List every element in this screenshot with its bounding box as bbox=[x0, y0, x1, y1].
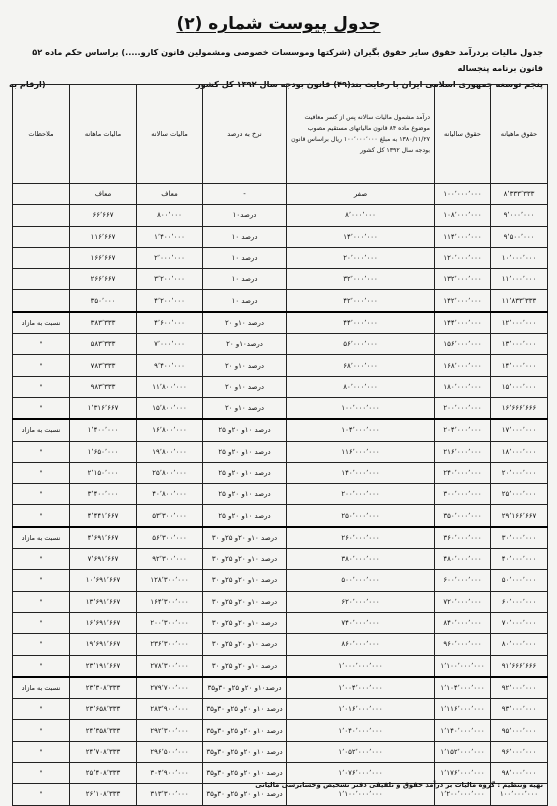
cell-annual-tax: ۲۵٬۸۰۰٬۰۰۰ bbox=[137, 462, 203, 483]
cell-taxable-income: ۲۰۰٬۰۰۰٬۰۰۰ bbox=[287, 484, 435, 505]
cell-annual-tax: ۲۷۸٬۳۰۰٬۰۰۰ bbox=[137, 655, 203, 677]
table-row bbox=[13, 334, 548, 355]
table-row bbox=[13, 677, 548, 699]
cell-monthly-tax: ۹۸۳٬۳۳۳ bbox=[70, 376, 137, 397]
cell-tax-rate: درصد ۱۰و ۲۰ bbox=[203, 376, 287, 397]
table-row bbox=[13, 419, 548, 441]
cell-note: " bbox=[13, 784, 70, 805]
cell-annual-tax: ۲۰۰٬۳۰۰٬۰۰۰ bbox=[137, 612, 203, 633]
cell-taxable-income: ۸۰٬۰۰۰٬۰۰۰ bbox=[287, 376, 435, 397]
cell-annual-salary: ۱۳۲٬۰۰۰٬۰۰۰ bbox=[435, 269, 491, 290]
cell-monthly-tax: ۲۳٬۱۹۱٬۶۶۷ bbox=[70, 655, 137, 677]
cell-monthly-tax: ۷٬۶۹۱٬۶۶۷ bbox=[70, 549, 137, 570]
cell-note: " bbox=[13, 634, 70, 655]
cell-tax-rate: درصد ۱۰و ۲۰و ۲۵و ۳۰و۳۵ bbox=[203, 784, 287, 805]
cell-annual-salary: ۹۶۰٬۰۰۰٬۰۰۰ bbox=[435, 634, 491, 655]
table-row bbox=[13, 376, 548, 397]
cell-monthly-tax: ۱٬۶۵۰٬۰۰۰ bbox=[70, 441, 137, 462]
table-row bbox=[13, 397, 548, 419]
cell-note: نسبت به مازاد bbox=[13, 312, 70, 334]
cell-annual-salary: ۱٬۱۷۶٬۰۰۰٬۰۰۰ bbox=[435, 763, 491, 784]
table-row bbox=[13, 720, 548, 741]
cell-annual-tax: ۲۳۶٬۳۰۰٬۰۰۰ bbox=[137, 634, 203, 655]
cell-monthly-salary: ۱۲٬۰۰۰٬۰۰۰ bbox=[491, 312, 548, 334]
cell-annual-salary: ۶۰۰٬۰۰۰٬۰۰۰ bbox=[435, 570, 491, 591]
cell-annual-tax: معاف bbox=[137, 184, 203, 205]
cell-annual-tax: ۲٬۰۰۰٬۰۰۰ bbox=[137, 247, 203, 268]
cell-annual-salary: ۱٬۱۰۴٬۰۰۰٬۰۰۰ bbox=[435, 677, 491, 699]
cell-monthly-salary: ۱۸٬۰۰۰٬۰۰۰ bbox=[491, 441, 548, 462]
cell-monthly-tax: ۱۹٬۶۹۱٬۶۶۷ bbox=[70, 634, 137, 655]
cell-monthly-tax: ۲۴٬۳۵۸٬۳۳۳ bbox=[70, 720, 137, 741]
cell-taxable-income: صفر bbox=[287, 184, 435, 205]
cell-taxable-income: ۱۰۰٬۰۰۰٬۰۰۰ bbox=[287, 397, 435, 419]
cell-taxable-income: ۱٬۰۵۲٬۰۰۰٬۰۰۰ bbox=[287, 741, 435, 762]
cell-tax-rate: درصد ۱۰و ۲۰و ۲۵و ۳۰و۳۵ bbox=[203, 720, 287, 741]
cell-annual-tax: ۴٬۶۰۰٬۰۰۰ bbox=[137, 312, 203, 334]
cell-tax-rate: - bbox=[203, 184, 287, 205]
cell-monthly-salary: ۱۳٬۰۰۰٬۰۰۰ bbox=[491, 334, 548, 355]
cell-note: " bbox=[13, 720, 70, 741]
cell-taxable-income: ۸۶۰٬۰۰۰٬۰۰۰ bbox=[287, 634, 435, 655]
cell-note bbox=[13, 184, 70, 205]
cell-note: " bbox=[13, 591, 70, 612]
cell-annual-tax: ۵۶٬۳۰۰٬۰۰۰ bbox=[137, 527, 203, 549]
cell-monthly-salary: ۱۰۰٬۰۰۰٬۰۰۰ bbox=[491, 784, 548, 805]
cell-annual-salary: ۱۴۴٬۰۰۰٬۰۰۰ bbox=[435, 312, 491, 334]
cell-monthly-salary: ۲۵٬۰۰۰٬۰۰۰ bbox=[491, 484, 548, 505]
cell-monthly-tax: ۲۶۶٬۶۶۷ bbox=[70, 269, 137, 290]
cell-taxable-income: ۳۲٬۰۰۰٬۰۰۰ bbox=[287, 269, 435, 290]
cell-annual-tax: ۱۶۴٬۳۰۰٬۰۰۰ bbox=[137, 591, 203, 612]
cell-note: " bbox=[13, 376, 70, 397]
cell-annual-tax: ۴۰٬۸۰۰٬۰۰۰ bbox=[137, 484, 203, 505]
cell-annual-salary: ۱۶۸٬۰۰۰٬۰۰۰ bbox=[435, 355, 491, 376]
cell-annual-tax: ۳٬۲۰۰٬۰۰۰ bbox=[137, 269, 203, 290]
cell-annual-salary: ۱۰۸٬۰۰۰٬۰۰۰ bbox=[435, 205, 491, 226]
cell-annual-tax: ۱۶٬۸۰۰٬۰۰۰ bbox=[137, 419, 203, 441]
table-row bbox=[13, 226, 548, 247]
table-row bbox=[13, 570, 548, 591]
cell-tax-rate: درصد ۱۰و ۲۰و ۲۵و ۳۰ bbox=[203, 634, 287, 655]
cell-monthly-tax: ۱٬۳۱۶٬۶۶۷ bbox=[70, 397, 137, 419]
cell-monthly-salary: ۹۳٬۰۰۰٬۰۰۰ bbox=[491, 699, 548, 720]
table-row bbox=[13, 312, 548, 334]
cell-taxable-income: ۲۰٬۰۰۰٬۰۰۰ bbox=[287, 247, 435, 268]
cell-tax-rate: درصد۱۰ bbox=[203, 205, 287, 226]
cell-monthly-tax: ۱۶٬۶۹۱٬۶۶۷ bbox=[70, 612, 137, 633]
cell-monthly-salary: ۸۰٬۰۰۰٬۰۰۰ bbox=[491, 634, 548, 655]
table-row bbox=[13, 462, 548, 483]
cell-monthly-salary: ۹۲٬۰۰۰٬۰۰۰ bbox=[491, 677, 548, 699]
cell-note: نسبت به مازاد bbox=[13, 527, 70, 549]
cell-tax-rate: درصد ۱۰ bbox=[203, 269, 287, 290]
header-taxable-income: درآمد مشمول مالیات سالانه پس از کسر معافیت موضوع ماده ۸۴ قانون مالیاتهای مستقیم مصوب ۱۳۸۰/۱۱/۲۷ به مبلغ ۱۰۰٬۰۰۰٬۰۰۰ ریال براساس قانون بودجه سال ۱۳۹۲ کل کشور bbox=[287, 85, 435, 184]
cell-tax-rate: درصد ۱۰و ۲۰و ۲۵و ۳۰ bbox=[203, 655, 287, 677]
cell-annual-salary: ۱۰۰٬۰۰۰٬۰۰۰ bbox=[435, 184, 491, 205]
cell-tax-rate: درصد ۱۰و ۲۰و ۲۵ bbox=[203, 505, 287, 527]
cell-note: " bbox=[13, 655, 70, 677]
cell-monthly-salary: ۹۵٬۰۰۰٬۰۰۰ bbox=[491, 720, 548, 741]
cell-note bbox=[13, 247, 70, 268]
cell-tax-rate: درصد ۱۰و ۲۰و ۲۵و ۳۰ bbox=[203, 570, 287, 591]
cell-tax-rate: درصد ۱۰ bbox=[203, 290, 287, 312]
table-row bbox=[13, 741, 548, 762]
cell-tax-rate: درصد ۱۰ bbox=[203, 247, 287, 268]
cell-tax-rate: درصد ۱۰و ۲۰و ۲۵ bbox=[203, 484, 287, 505]
cell-monthly-tax: ۲۵٬۴۰۸٬۳۳۳ bbox=[70, 763, 137, 784]
cell-monthly-tax: ۲۶٬۱۰۸٬۳۳۳ bbox=[70, 784, 137, 805]
cell-note: " bbox=[13, 484, 70, 505]
cell-taxable-income: ۲۶۰٬۰۰۰٬۰۰۰ bbox=[287, 527, 435, 549]
cell-note: " bbox=[13, 763, 70, 784]
cell-tax-rate: درصد ۱۰و ۲۰و ۲۵و ۳۰و۳۵ bbox=[203, 763, 287, 784]
header-monthly-salary: حقوق ماهیانه bbox=[491, 85, 548, 184]
cell-annual-salary: ۱۲۰٬۰۰۰٬۰۰۰ bbox=[435, 247, 491, 268]
cell-annual-tax: ۴٬۲۰۰٬۰۰۰ bbox=[137, 290, 203, 312]
cell-taxable-income: ۸٬۰۰۰٬۰۰۰ bbox=[287, 205, 435, 226]
cell-taxable-income: ۶۲۰٬۰۰۰٬۰۰۰ bbox=[287, 591, 435, 612]
table-row bbox=[13, 612, 548, 633]
cell-annual-tax: ۱۱٬۸۰۰٬۰۰۰ bbox=[137, 376, 203, 397]
cell-taxable-income: ۷۴۰٬۰۰۰٬۰۰۰ bbox=[287, 612, 435, 633]
cell-annual-salary: ۳۶۰٬۰۰۰٬۰۰۰ bbox=[435, 527, 491, 549]
cell-monthly-tax: ۵۸۳٬۳۳۳ bbox=[70, 334, 137, 355]
cell-tax-rate: درصد ۱۰و ۲۰ bbox=[203, 312, 287, 334]
cell-annual-tax: ۵۳٬۳۰۰٬۰۰۰ bbox=[137, 505, 203, 527]
cell-taxable-income: ۱۰۴٬۰۰۰٬۰۰۰ bbox=[287, 419, 435, 441]
cell-monthly-tax: ۴٬۴۴۱٬۶۶۷ bbox=[70, 505, 137, 527]
table-row bbox=[13, 591, 548, 612]
cell-taxable-income: ۱۱۶٬۰۰۰٬۰۰۰ bbox=[287, 441, 435, 462]
cell-monthly-salary: ۷۰٬۰۰۰٬۰۰۰ bbox=[491, 612, 548, 633]
cell-tax-rate: درصد۱۰و ۲۰ bbox=[203, 334, 287, 355]
cell-annual-salary: ۱۱۴٬۰۰۰٬۰۰۰ bbox=[435, 226, 491, 247]
cell-annual-salary: ۲۱۶٬۰۰۰٬۰۰۰ bbox=[435, 441, 491, 462]
cell-taxable-income: ۵۰۰٬۰۰۰٬۰۰۰ bbox=[287, 570, 435, 591]
cell-annual-salary: ۱٬۱۵۲٬۰۰۰٬۰۰۰ bbox=[435, 741, 491, 762]
cell-monthly-salary: ۹۸٬۰۰۰٬۰۰۰ bbox=[491, 763, 548, 784]
cell-taxable-income: ۶۸٬۰۰۰٬۰۰۰ bbox=[287, 355, 435, 376]
cell-taxable-income: ۳۸۰٬۰۰۰٬۰۰۰ bbox=[287, 549, 435, 570]
table-row bbox=[13, 184, 548, 205]
description-line-2: پنجم توسعه جمهوری اسلامی ایران با رعایت بند(۴۹) قانون بودجه سال ۱۳۹۲ کل کشور (ارقام به bbox=[9, 76, 543, 92]
cell-tax-rate: درصد ۱۰و ۲۰و ۲۵و ۳۰و۳۵ bbox=[203, 699, 287, 720]
cell-annual-tax: ۲۸۳٬۹۰۰٬۰۰۰ bbox=[137, 699, 203, 720]
table-row bbox=[13, 290, 548, 312]
cell-monthly-tax: ۷۸۳٬۳۳۳ bbox=[70, 355, 137, 376]
cell-annual-salary: ۳۵۰٬۰۰۰٬۰۰۰ bbox=[435, 505, 491, 527]
cell-note bbox=[13, 290, 70, 312]
cell-monthly-salary: ۹۱٬۶۶۶٬۶۶۶ bbox=[491, 655, 548, 677]
cell-tax-rate: درصد ۱۰و ۲۰ bbox=[203, 355, 287, 376]
cell-note bbox=[13, 269, 70, 290]
table-row bbox=[13, 205, 548, 226]
header-tax-rate: نرخ به درصد bbox=[203, 85, 287, 184]
cell-monthly-salary: ۱۱٬۸۳۳٬۳۳۳ bbox=[491, 290, 548, 312]
cell-tax-rate: درصد ۱۰و ۲۰و ۲۵و ۳۰ bbox=[203, 527, 287, 549]
cell-annual-tax: ۱٬۴۰۰٬۰۰۰ bbox=[137, 226, 203, 247]
cell-annual-tax: ۹۲٬۳۰۰٬۰۰۰ bbox=[137, 549, 203, 570]
cell-taxable-income: ۴۴٬۰۰۰٬۰۰۰ bbox=[287, 312, 435, 334]
description-line-1: جدول مالیات بردرآمد حقوق سایر حقوق بگیران (شرکتها وموسسات خصوصی ومشمولین قانون کارو.....) براساس حکم ماده ۵۲ قانون برنامه پنجساله bbox=[32, 47, 543, 73]
cell-monthly-salary: ۱۶٬۶۶۶٬۶۶۶ bbox=[491, 397, 548, 419]
cell-annual-salary: ۱۵۶٬۰۰۰٬۰۰۰ bbox=[435, 334, 491, 355]
cell-monthly-salary: ۲۰٬۰۰۰٬۰۰۰ bbox=[491, 462, 548, 483]
cell-taxable-income: ۱٬۰۴۰٬۰۰۰٬۰۰۰ bbox=[287, 720, 435, 741]
cell-annual-tax: ۳۰۴٬۹۰۰٬۰۰۰ bbox=[137, 763, 203, 784]
cell-monthly-tax: ۲٬۱۵۰٬۰۰۰ bbox=[70, 462, 137, 483]
cell-taxable-income: ۱٬۰۱۶٬۰۰۰٬۰۰۰ bbox=[287, 699, 435, 720]
cell-monthly-tax: ۲۴٬۷۰۸٬۳۳۳ bbox=[70, 741, 137, 762]
cell-tax-rate: درصد ۱۰و ۲۰و ۲۵ bbox=[203, 441, 287, 462]
cell-annual-tax: ۸۰۰٬۰۰۰ bbox=[137, 205, 203, 226]
cell-taxable-income: ۱۴۰٬۰۰۰٬۰۰۰ bbox=[287, 462, 435, 483]
cell-annual-salary: ۷۲۰٬۰۰۰٬۰۰۰ bbox=[435, 591, 491, 612]
cell-annual-tax: ۱۲۸٬۳۰۰٬۰۰۰ bbox=[137, 570, 203, 591]
cell-annual-tax: ۱۵٬۸۰۰٬۰۰۰ bbox=[137, 397, 203, 419]
cell-taxable-income: ۱٬۰۷۶٬۰۰۰٬۰۰۰ bbox=[287, 763, 435, 784]
table-row bbox=[13, 505, 548, 527]
cell-monthly-salary: ۹٬۵۰۰٬۰۰۰ bbox=[491, 226, 548, 247]
cell-note: " bbox=[13, 441, 70, 462]
document-title: جدول پیوست شماره (۲) bbox=[176, 14, 381, 34]
cell-monthly-tax: ۱٬۴۰۰٬۰۰۰ bbox=[70, 419, 137, 441]
cell-annual-salary: ۴۸۰٬۰۰۰٬۰۰۰ bbox=[435, 549, 491, 570]
cell-note: " bbox=[13, 570, 70, 591]
table-header-row bbox=[13, 85, 548, 184]
table-row bbox=[13, 441, 548, 462]
cell-annual-tax: ۲۷۹٬۷۰۰٬۰۰۰ bbox=[137, 677, 203, 699]
cell-monthly-salary: ۱۴٬۰۰۰٬۰۰۰ bbox=[491, 355, 548, 376]
cell-monthly-tax: ۲۳٬۶۵۸٬۳۳۳ bbox=[70, 699, 137, 720]
cell-monthly-salary: ۳۰٬۰۰۰٬۰۰۰ bbox=[491, 527, 548, 549]
cell-tax-rate: درصد ۱۰و ۲۰و ۲۵ bbox=[203, 419, 287, 441]
cell-tax-rate: درصد ۱۰و ۲۰و ۲۵و ۳۰ bbox=[203, 612, 287, 633]
cell-annual-tax: ۲۹۶٬۵۰۰٬۰۰۰ bbox=[137, 741, 203, 762]
cell-tax-rate: درصد۱۰و ۲۰و ۲۵و ۳۰و۳۵ bbox=[203, 677, 287, 699]
cell-note: " bbox=[13, 334, 70, 355]
cell-annual-salary: ۲۴۰٬۰۰۰٬۰۰۰ bbox=[435, 462, 491, 483]
unit-label: (ارقام به bbox=[9, 79, 46, 89]
table-row bbox=[13, 549, 548, 570]
cell-tax-rate: درصد ۱۰و ۲۰و ۲۵ bbox=[203, 462, 287, 483]
table-row bbox=[13, 527, 548, 549]
cell-note: " bbox=[13, 355, 70, 376]
cell-monthly-salary: ۸٬۳۳۳٬۳۳۳ bbox=[491, 184, 548, 205]
table-row bbox=[13, 247, 548, 268]
cell-monthly-tax: ۲۳٬۳۰۸٬۳۳۳ bbox=[70, 677, 137, 699]
cell-monthly-tax: ۳۸۳٬۳۳۳ bbox=[70, 312, 137, 334]
cell-taxable-income: ۱٬۰۰۰٬۰۰۰٬۰۰۰ bbox=[287, 655, 435, 677]
cell-annual-salary: ۳۰۰٬۰۰۰٬۰۰۰ bbox=[435, 484, 491, 505]
cell-note: " bbox=[13, 505, 70, 527]
header-monthly-tax: مالیات ماهانه bbox=[70, 85, 137, 184]
cell-monthly-tax: ۱۱۶٬۶۶۷ bbox=[70, 226, 137, 247]
tax-table bbox=[12, 84, 548, 806]
table-row bbox=[13, 655, 548, 677]
cell-annual-tax: ۳۱۳٬۳۰۰٬۰۰۰ bbox=[137, 784, 203, 805]
header-annual-tax: مالیات سالانه bbox=[137, 85, 203, 184]
cell-taxable-income: ۱۴٬۰۰۰٬۰۰۰ bbox=[287, 226, 435, 247]
cell-note: " bbox=[13, 612, 70, 633]
table-row bbox=[13, 634, 548, 655]
cell-tax-rate: درصد ۱۰و ۲۰و ۲۵و ۳۰و۳۵ bbox=[203, 741, 287, 762]
cell-annual-tax: ۲۹۲٬۳۰۰٬۰۰۰ bbox=[137, 720, 203, 741]
cell-annual-salary: ۱٬۱۰۰٬۰۰۰٬۰۰۰ bbox=[435, 655, 491, 677]
cell-monthly-tax: ۱۳٬۶۹۱٬۶۶۷ bbox=[70, 591, 137, 612]
cell-taxable-income: ۴۲٬۰۰۰٬۰۰۰ bbox=[287, 290, 435, 312]
cell-annual-salary: ۱۴۲٬۰۰۰٬۰۰۰ bbox=[435, 290, 491, 312]
cell-annual-tax: ۹٬۴۰۰٬۰۰۰ bbox=[137, 355, 203, 376]
cell-monthly-salary: ۵۰٬۰۰۰٬۰۰۰ bbox=[491, 570, 548, 591]
header-annual-salary: حقوق سالیانه bbox=[435, 85, 491, 184]
cell-taxable-income: ۲۵۰٬۰۰۰٬۰۰۰ bbox=[287, 505, 435, 527]
cell-note: " bbox=[13, 462, 70, 483]
cell-annual-salary: ۱۸۰٬۰۰۰٬۰۰۰ bbox=[435, 376, 491, 397]
cell-note: نسبت به مازاد bbox=[13, 677, 70, 699]
cell-monthly-salary: ۱۵٬۰۰۰٬۰۰۰ bbox=[491, 376, 548, 397]
cell-annual-salary: ۱٬۱۴۰٬۰۰۰٬۰۰۰ bbox=[435, 720, 491, 741]
cell-monthly-salary: ۲۹٬۱۶۶٬۶۶۷ bbox=[491, 505, 548, 527]
table-row bbox=[13, 699, 548, 720]
header-notes: ملاحظات bbox=[13, 85, 70, 184]
cell-annual-salary: ۲۰۴٬۰۰۰٬۰۰۰ bbox=[435, 419, 491, 441]
cell-monthly-salary: ۹٬۰۰۰٬۰۰۰ bbox=[491, 205, 548, 226]
table-body bbox=[13, 184, 548, 806]
cell-monthly-tax: ۳۵۰٬۰۰۰ bbox=[70, 290, 137, 312]
cell-monthly-salary: ۶۰٬۰۰۰٬۰۰۰ bbox=[491, 591, 548, 612]
cell-annual-tax: ۷٬۰۰۰٬۰۰۰ bbox=[137, 334, 203, 355]
cell-monthly-tax: معاف bbox=[70, 184, 137, 205]
cell-note: " bbox=[13, 549, 70, 570]
footer-note: تهیه وتنظیم : گروه مالیات بر درآمد حقوق و تلفیقی دفتر تشخیص وحسابرسی مالیاتی bbox=[255, 781, 543, 789]
cell-monthly-tax: ۱۰٬۶۹۱٬۶۶۷ bbox=[70, 570, 137, 591]
cell-note: " bbox=[13, 741, 70, 762]
cell-monthly-salary: ۱۷٬۰۰۰٬۰۰۰ bbox=[491, 419, 548, 441]
cell-monthly-salary: ۴۰٬۰۰۰٬۰۰۰ bbox=[491, 549, 548, 570]
cell-monthly-salary: ۱۰٬۰۰۰٬۰۰۰ bbox=[491, 247, 548, 268]
cell-note: نسبت به مازاد bbox=[13, 419, 70, 441]
cell-tax-rate: درصد ۱۰و ۲۰و ۲۵و ۳۰ bbox=[203, 549, 287, 570]
table-row bbox=[13, 484, 548, 505]
cell-monthly-salary: ۱۱٬۰۰۰٬۰۰۰ bbox=[491, 269, 548, 290]
cell-annual-salary: ۸۴۰٬۰۰۰٬۰۰۰ bbox=[435, 612, 491, 633]
cell-annual-salary: ۱٬۱۱۶٬۰۰۰٬۰۰۰ bbox=[435, 699, 491, 720]
cell-monthly-tax: ۶۶٬۶۶۷ bbox=[70, 205, 137, 226]
cell-tax-rate: درصد ۱۰ bbox=[203, 226, 287, 247]
cell-taxable-income: ۵۶٬۰۰۰٬۰۰۰ bbox=[287, 334, 435, 355]
table-row bbox=[13, 269, 548, 290]
cell-annual-tax: ۱۹٬۸۰۰٬۰۰۰ bbox=[137, 441, 203, 462]
cell-monthly-tax: ۳٬۴۰۰٬۰۰۰ bbox=[70, 484, 137, 505]
cell-note: " bbox=[13, 397, 70, 419]
cell-note bbox=[13, 205, 70, 226]
cell-annual-salary: ۱٬۲۰۰٬۰۰۰٬۰۰۰ bbox=[435, 784, 491, 805]
cell-monthly-tax: ۱۶۶٬۶۶۷ bbox=[70, 247, 137, 268]
cell-monthly-tax: ۴٬۶۹۱٬۶۶۷ bbox=[70, 527, 137, 549]
table-row bbox=[13, 355, 548, 376]
cell-note bbox=[13, 226, 70, 247]
cell-tax-rate: درصد ۱۰و ۲۰ bbox=[203, 397, 287, 419]
cell-annual-salary: ۲۰۰٬۰۰۰٬۰۰۰ bbox=[435, 397, 491, 419]
cell-taxable-income: ۱٬۱۰۰٬۰۰۰٬۰۰۰ bbox=[287, 784, 435, 805]
cell-note: " bbox=[13, 699, 70, 720]
cell-taxable-income: ۱٬۰۰۴٬۰۰۰٬۰۰۰ bbox=[287, 677, 435, 699]
cell-monthly-salary: ۹۶٬۰۰۰٬۰۰۰ bbox=[491, 741, 548, 762]
cell-tax-rate: درصد ۱۰و ۲۰و ۲۵و ۳۰ bbox=[203, 591, 287, 612]
